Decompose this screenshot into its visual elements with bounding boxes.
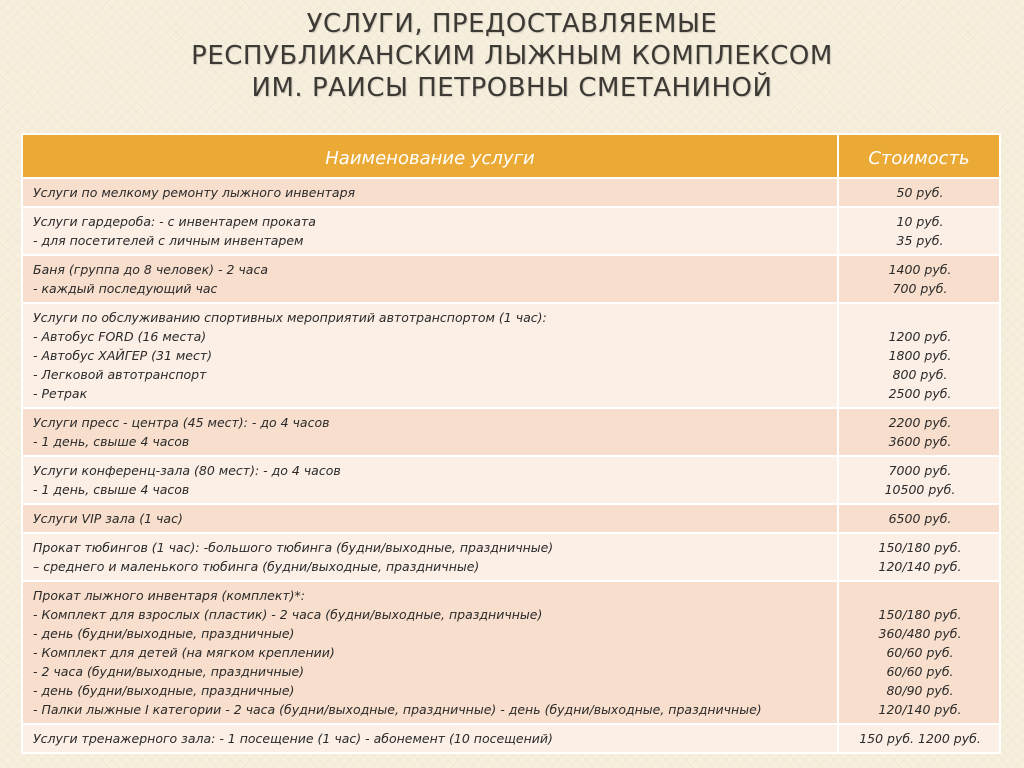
price-line: 7000 руб.	[888, 463, 952, 478]
price-line: 50 руб.	[896, 185, 944, 200]
price-line: 150/180 руб.	[878, 607, 962, 622]
service-name-line: - Комплект для взрослых (пластик) - 2 часа (будни/выходные, праздничные)	[33, 607, 543, 622]
services-table	[21, 133, 1001, 754]
header-service-name: Наименование услуги	[22, 134, 838, 178]
service-name-line: - 1 день, свыше 4 часов	[33, 482, 190, 497]
price-line: 60/60 руб.	[886, 645, 954, 660]
service-name-line: Услуги VIP зала (1 час)	[33, 511, 183, 526]
service-name-line: Услуги гардероба: - с инвентарем проката	[33, 214, 316, 229]
service-name-line: - Комплект для детей (на мягком креплении)	[33, 645, 335, 660]
service-name-cell	[22, 533, 838, 581]
price-line: 1800 руб.	[888, 348, 952, 363]
service-name-line: Услуги пресс - центра (45 мест): - до 4 часов	[33, 415, 330, 430]
service-name-line: - Легковой автотранспорт	[33, 367, 207, 382]
table-row	[22, 255, 1000, 303]
price-cell	[838, 178, 1000, 207]
price-line: 1400 руб.	[888, 262, 952, 277]
price-cell	[838, 504, 1000, 533]
price-cell	[838, 456, 1000, 504]
service-name-line: – среднего и маленького тюбинга (будни/выходные, праздничные)	[33, 559, 480, 574]
service-name-line: - Автобус ХАЙГЕР (31 мест)	[33, 348, 213, 363]
table-row	[22, 724, 1000, 753]
service-name-line: - 2 часа (будни/выходные, праздничные)	[33, 664, 305, 679]
price-line: 360/480 руб.	[878, 626, 962, 641]
price-line: 2500 руб.	[888, 386, 952, 401]
service-name-cell	[22, 504, 838, 533]
price-line: 10 руб.	[896, 214, 944, 229]
table-row	[22, 533, 1000, 581]
title-line-1: УСЛУГИ, ПРЕДОСТАВЛЯЕМЫЕ	[306, 9, 718, 39]
service-name-line: Услуги конференц-зала (80 мест): - до 4 часов	[33, 463, 341, 478]
price-cell	[838, 533, 1000, 581]
service-name-line: - день (будни/выходные, праздничные)	[33, 626, 295, 641]
service-name-cell	[22, 303, 838, 408]
price-cell	[838, 303, 1000, 408]
price-line: 60/60 руб.	[886, 664, 954, 679]
table-row	[22, 207, 1000, 255]
title-line-3: ИМ. РАИСЫ ПЕТРОВНЫ СМЕТАНИНОЙ	[251, 73, 773, 103]
table-row	[22, 408, 1000, 456]
service-name-line: Прокат тюбингов (1 час): -большого тюбинга (будни/выходные, праздничные)	[33, 540, 554, 555]
price-line: 6500 руб.	[888, 511, 952, 526]
price-line: 700 руб.	[892, 281, 948, 296]
service-name-line: - Ретрак	[33, 386, 88, 401]
price-line: 3600 руб.	[888, 434, 952, 449]
price-line: 10500 руб.	[884, 482, 956, 497]
service-name-line: - Автобус FORD (16 места)	[33, 329, 207, 344]
table-row	[22, 456, 1000, 504]
price-cell	[838, 207, 1000, 255]
page-title	[0, 8, 1024, 104]
price-line: 800 руб.	[892, 367, 948, 382]
service-name-cell	[22, 178, 838, 207]
price-line: 120/140 руб.	[878, 702, 962, 717]
price-line: 1200 руб.	[888, 329, 952, 344]
price-line: 150 руб. 1200 руб.	[859, 731, 981, 746]
service-name-line: - день (будни/выходные, праздничные)	[33, 683, 295, 698]
table-row	[22, 303, 1000, 408]
service-name-line: Прокат лыжного инвентаря (комплект)*:	[33, 588, 305, 603]
service-name-cell	[22, 255, 838, 303]
price-cell	[838, 255, 1000, 303]
table-row	[22, 504, 1000, 533]
price-line: 80/90 руб.	[886, 683, 954, 698]
price-cell	[838, 408, 1000, 456]
service-name-cell	[22, 408, 838, 456]
service-name-cell	[22, 581, 838, 724]
table-row	[22, 178, 1000, 207]
price-cell	[838, 724, 1000, 753]
service-name-line: Баня (группа до 8 человек) - 2 часа	[33, 262, 269, 277]
service-name-cell	[22, 456, 838, 504]
title-line-2: РЕСПУБЛИКАНСКИМ ЛЫЖНЫМ КОМПЛЕКСОМ	[191, 41, 833, 71]
header-price: Стоимость	[838, 134, 1000, 178]
service-name-line: Услуги по обслуживанию спортивных мероприятий автотранспортом (1 час):	[33, 310, 547, 325]
price-line: 35 руб.	[896, 233, 944, 248]
price-line: 2200 руб.	[888, 415, 952, 430]
service-name-line: Услуги тренажерного зала: - 1 посещение (1 час) - абонемент (10 посещений)	[33, 731, 553, 746]
service-name-cell	[22, 207, 838, 255]
service-name-line: - 1 день, свыше 4 часов	[33, 434, 190, 449]
table-row	[22, 581, 1000, 724]
price-cell	[838, 581, 1000, 724]
table-header-row	[22, 134, 1000, 178]
price-line: 120/140 руб.	[878, 559, 962, 574]
service-name-line: Услуги по мелкому ремонту лыжного инвентаря	[33, 185, 356, 200]
service-name-line: - Палки лыжные I категории - 2 часа (будни/выходные, праздничные) - день (будни/выходные, праздничные)	[33, 702, 762, 717]
service-name-cell	[22, 724, 838, 753]
service-name-line: - каждый последующий час	[33, 281, 218, 296]
service-name-line: - для посетителей с личным инвентарем	[33, 233, 304, 248]
price-line: 150/180 руб.	[878, 540, 962, 555]
